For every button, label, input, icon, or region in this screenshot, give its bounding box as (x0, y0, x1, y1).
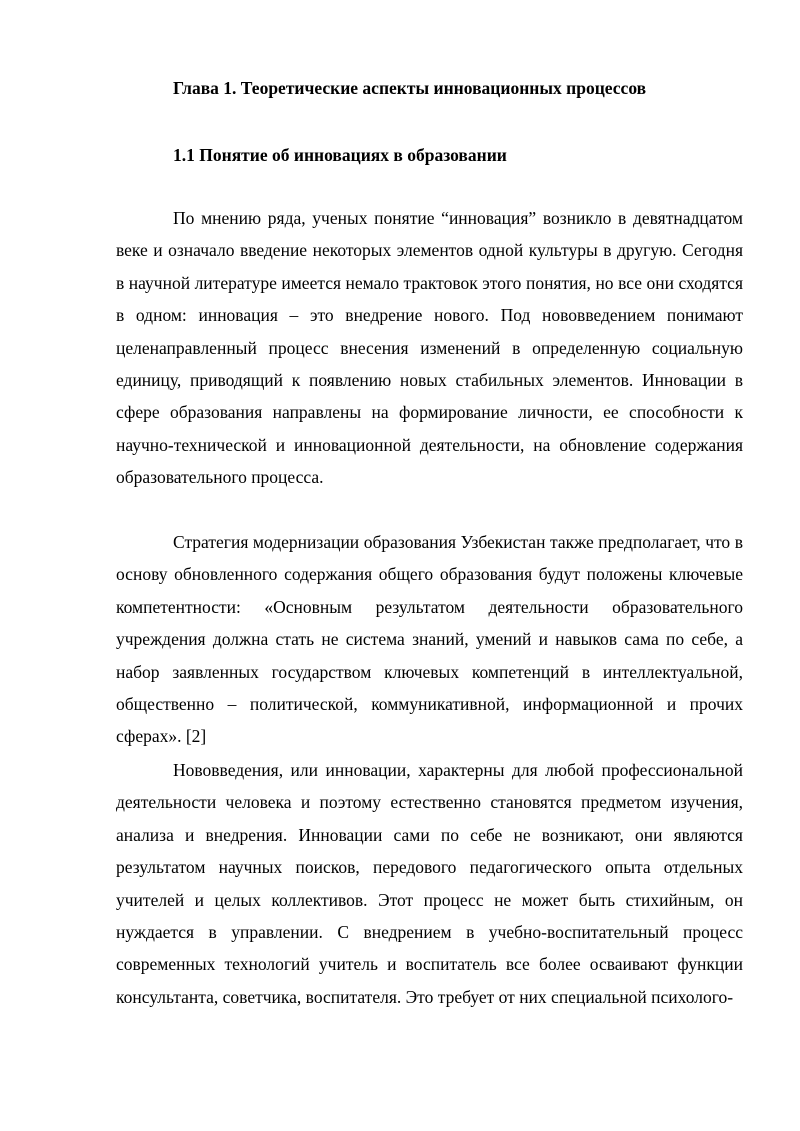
document-page (116, 0, 743, 1131)
section-title: 1.1 Понятие об инновациях в образовании (173, 145, 507, 165)
paragraph-2: Стратегия модернизации образования Узбекистан также предполагает, что в основу обновленного содержания общего образования будут положены ключевые компетентности: «Основным результатом деятельности образовательного учреждения должна стать не система знаний, умений и навыков сама по себе, а набор заявленных государством ключевых компетенций в интеллектуальной, общественно – политической, коммуникативной, информационной и прочих сферах». [2] (116, 532, 743, 747)
paragraph-1: По мнению ряда, ученых понятие “инновация” возникло в девятнадцатом веке и означало введение некоторых элементов одной культуры в другую. Сегодня в научной литературе имеется немало трактовок этого понятия, но все они сходятся в одном: инновация – это внедрение нового. Под нововведением понимают целенаправленный процесс внесения изменений в определенную социальную единицу, приводящий к появлению новых стабильных элементов. Инновации в сфере образования направлены на формирование личности, ее способности к научно-технической и инновационной деятельности, на обновление содержания образовательного процесса. (116, 208, 743, 488)
chapter-title: Глава 1. Теоретические аспекты инновационных процессов (173, 78, 647, 98)
paragraph-3: Нововведения, или инновации, характерны для любой профессиональной деятельности человека и поэтому естественно становятся предметом изучения, анализа и внедрения. Инновации сами по себе не возникают, они являются результатом научных поисков, передового педагогического опыта отдельных учителей и целых коллективов. Этот процесс не может быть стихийным, он нуждается в управлении. С внедрением в учебно-воспитательный процесс современных технологий учитель и воспитатель все более осваивают функции консультанта, советчика, воспитателя. Это требует от них специальной психолого- (116, 760, 743, 1007)
